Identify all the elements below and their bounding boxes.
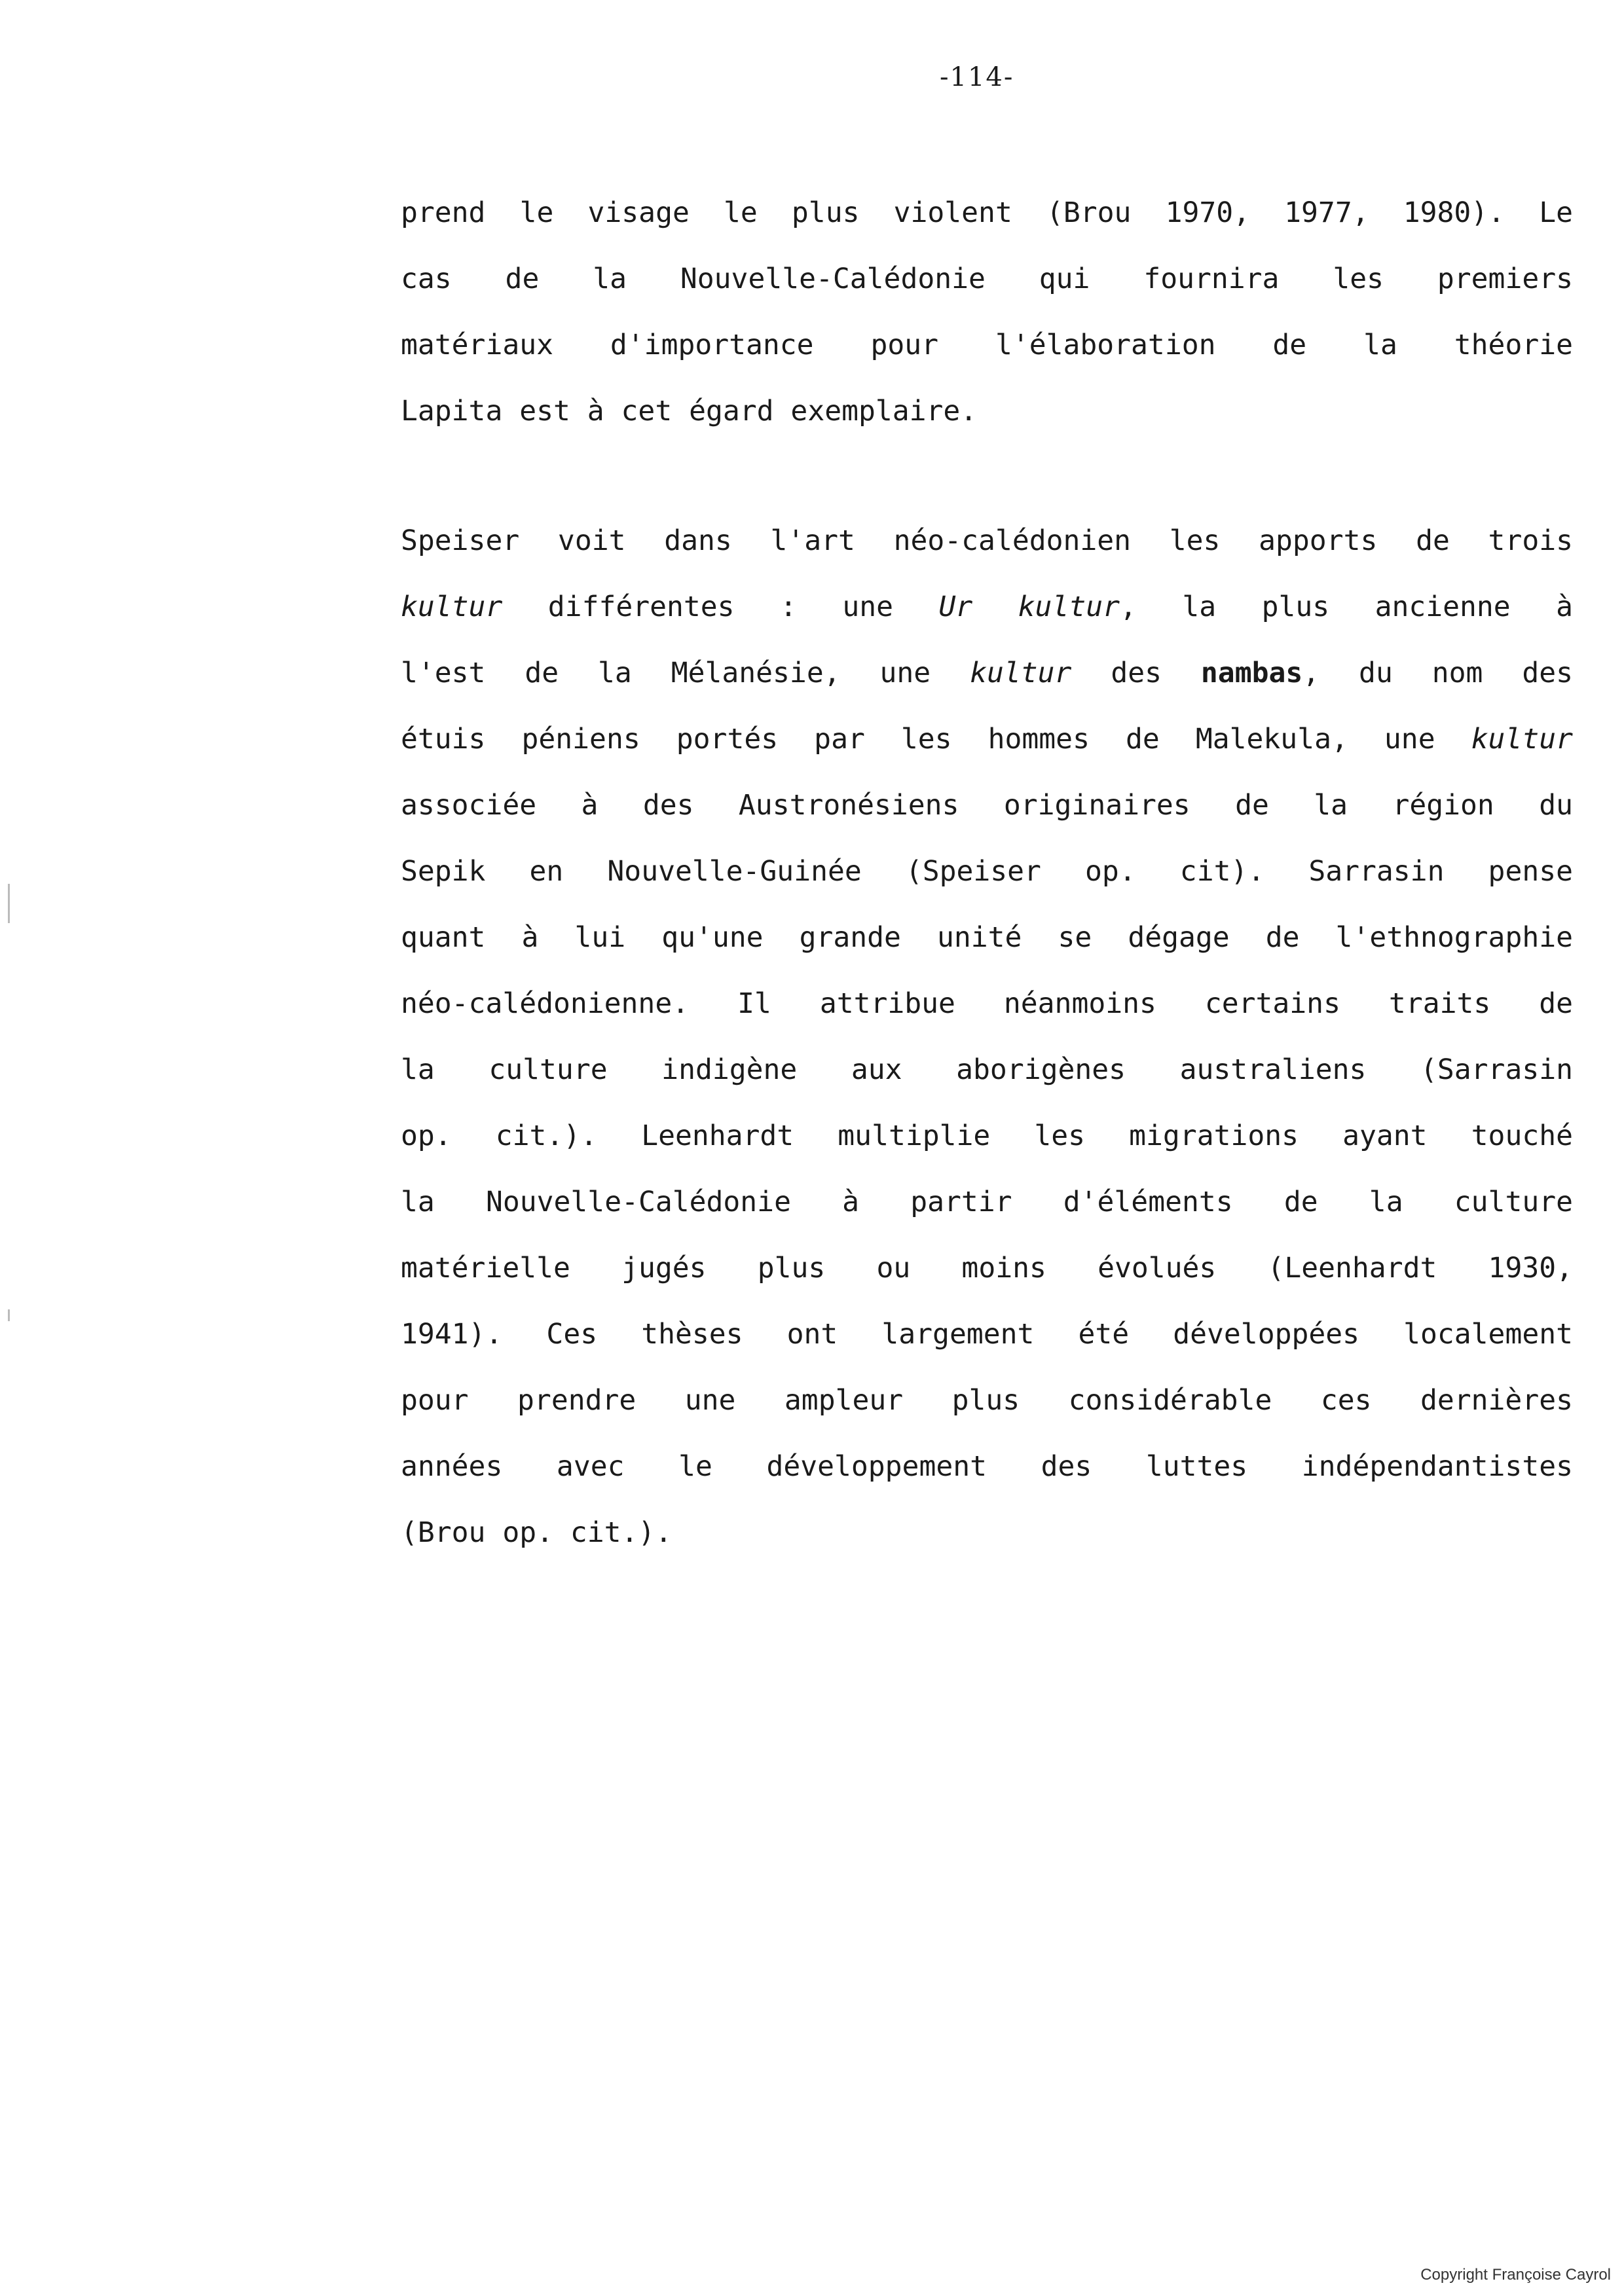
paragraph-2	[401, 508, 1573, 1566]
paragraph-line: matériaux d'importance pour l'élaboration de la théorie	[401, 329, 1573, 361]
bold-term: nambas	[1200, 657, 1303, 689]
paragraph-line: Speiser voit dans l'art néo-calédonien les apports de trois	[401, 524, 1573, 557]
page-number: -114-	[940, 62, 1014, 92]
paragraph-line: pour prendre une ampleur plus considérable ces dernières	[401, 1384, 1573, 1417]
paragraph-line: années avec le développement des luttes indépendantistes	[401, 1450, 1573, 1483]
text-run: , du nom des	[1302, 657, 1573, 689]
paragraph-line: la culture indigène aux aborigènes australiens (Sarrasin	[401, 1053, 1573, 1086]
paragraph-line: op. cit.). Leenhardt multiplie les migrations ayant touché	[401, 1120, 1573, 1152]
paragraph-line: Lapita est à cet égard exemplaire.	[401, 395, 978, 428]
text-run: différentes : une	[502, 591, 939, 623]
copyright-notice: Copyright Françoise Cayrol	[1420, 2266, 1611, 2284]
paragraph-line: prend le visage le plus violent (Brou 1970, 1977, 1980). Le	[401, 196, 1573, 229]
paragraph-line: (Brou op. cit.).	[401, 1516, 673, 1549]
italic-term: kultur	[401, 591, 503, 623]
paragraph-line	[401, 706, 1573, 773]
paragraph-line: Sepik en Nouvelle-Guinée (Speiser op. cit). Sarrasin pense	[401, 855, 1573, 888]
paragraph-line: associée à des Austronésiens originaires de la région du	[401, 789, 1573, 822]
paragraph-line: la Nouvelle-Calédonie à partir d'éléments de la culture	[401, 1186, 1573, 1218]
paragraph-1	[401, 180, 1573, 445]
scan-artifact	[8, 884, 10, 923]
paragraph-line: 1941). Ces thèses ont largement été développées localement	[401, 1318, 1573, 1351]
italic-term: kultur	[1471, 723, 1573, 756]
text-run: , la plus ancienne à	[1120, 591, 1574, 623]
paragraph-line: cas de la Nouvelle-Calédonie qui fournira les premiers	[401, 263, 1573, 295]
paragraph-line	[401, 574, 1573, 640]
paragraph-line	[401, 640, 1573, 706]
text-run: étuis péniens portés par les hommes de Malekula, une	[401, 723, 1471, 756]
text-run: l'est de la Mélanésie, une	[401, 657, 970, 689]
paragraph-line: néo-calédonienne. Il attribue néanmoins certains traits de	[401, 987, 1573, 1020]
italic-term: Ur kultur	[938, 591, 1120, 623]
italic-term: kultur	[970, 657, 1072, 689]
text-run: des	[1071, 657, 1201, 689]
paragraph-line: quant à lui qu'une grande unité se dégage de l'ethnographie	[401, 921, 1573, 954]
paragraph-line: matérielle jugés plus ou moins évolués (Leenhardt 1930,	[401, 1252, 1573, 1285]
scan-artifact	[8, 1309, 10, 1321]
